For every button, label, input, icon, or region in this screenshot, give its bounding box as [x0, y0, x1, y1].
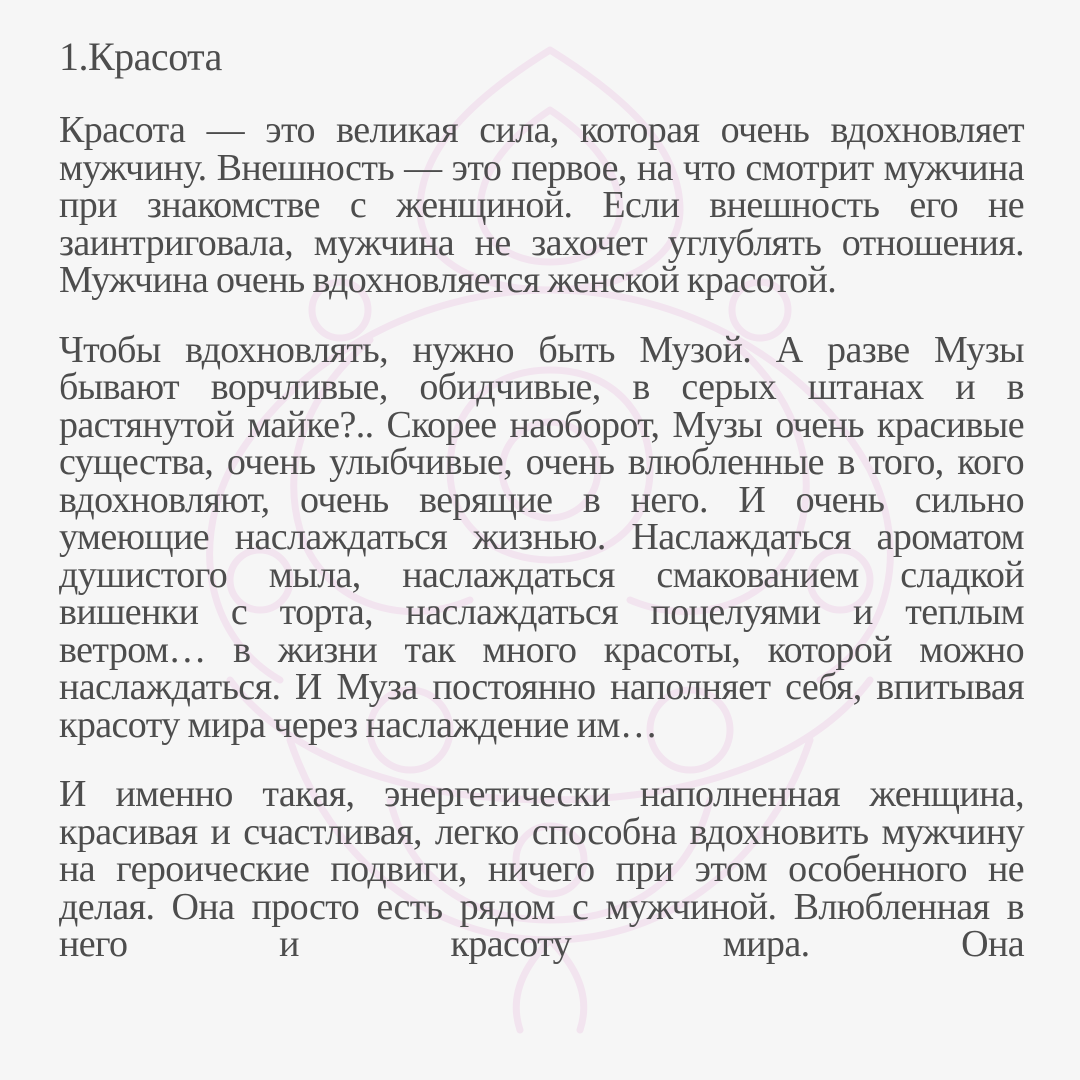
paragraph-1: Красота — это великая сила, которая очень вдохновляет мужчину. Внешность — это первое, на что смотрит мужчина при знакомстве с женщиной. Если внешность его не заинтриговала, мужчина не захочет углублять отношения. Мужчина очень вдохновляется женской красотой. — [59, 109, 1024, 301]
article-heading: 1.Красота — [59, 34, 222, 79]
paragraph-3: И именно такая, энергетически наполненная женщина, красивая и счастливая, легко способна вдохновить мужчину на героические подвиги, ничего при этом особенного не делая. Она просто есть рядом с мужчиной. Влюбленная в него и красоту мира. Она — [59, 773, 1024, 965]
paragraph-2: Чтобы вдохновлять, нужно быть Музой. А разве Музы бывают ворчливые, обидчивые, в серых штанах и в растянутой майке?.. Скорее наоборот, Музы очень красивые существа, очень улыбчивые, очень влюбленные в того, кого вдохновляют, очень верящие в него. И очень сильно умеющие наслаждаться жизнью. Наслаждаться ароматом душистого мыла, наслаждаться смакованием сладкой вишенки с торта, наслаждаться поцелуями и теплым ветром… в жизни так много красоты, которой можно наслаждаться. И Муза постоянно наполняет себя, впитывая красоту мира через наслаждение им… — [59, 328, 1024, 746]
article — [59, 34, 1024, 964]
